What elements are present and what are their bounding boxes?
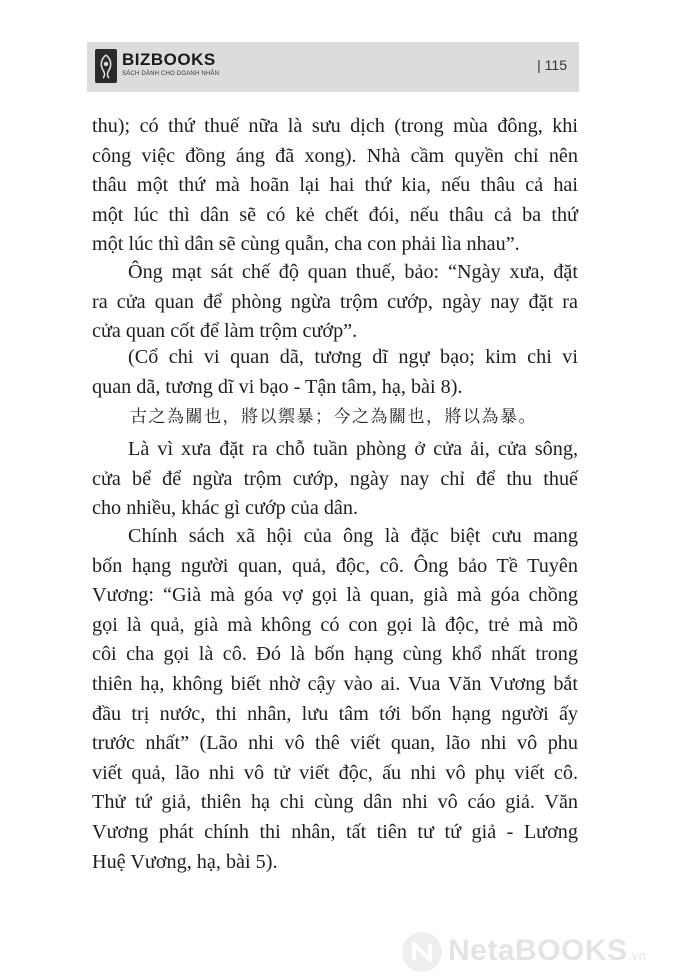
watermark-domain: .vn [627, 948, 647, 963]
paragraph-5 [92, 435, 578, 524]
text-line: Chính sách xã hội của ông là đặc biệt cưu mang [128, 525, 578, 547]
text-line: quan dã, tương dĩ vi bạo - Tận tâm, hạ, bài 8). [92, 375, 463, 398]
text-line: một lúc thì dân sẽ có kẻ chết đói, nếu thâu cả ba thứ [92, 203, 578, 226]
text-line: trước nhất” (Lão nhi vô thê viết quan, lão nhi vô phu [92, 732, 578, 755]
text-line: bốn hạng người quan, quả, độc, cô. Ông bảo Tề Tuyên [92, 554, 578, 577]
netabooks-logo-icon [402, 932, 442, 972]
text-line: Huệ Vương, hạ, bài 5). [92, 850, 278, 873]
bizbooks-logo [95, 49, 245, 83]
watermark-text [448, 934, 646, 968]
logo-tagline: SÁCH DÀNH CHO DOANH NHÂN [122, 71, 220, 77]
logo-brand: BIZBOOKS [122, 50, 216, 69]
text-line: Thử tứ giả, thiên hạ chi cùng dân nhi vô cáo giả. Văn [92, 791, 578, 814]
text-line: gọi là quả, già mà không có con gọi là độc, trẻ mà mồ [92, 613, 578, 636]
text-line: viết quả, lão nhi vô tử viết độc, ấu nhi vô phụ viết cô. [92, 761, 578, 784]
text-line: một lúc thì dân sẽ cùng quẫn, cha con phải lìa nhau”. [92, 233, 520, 256]
text-line: Vương phát chính thi nhân, tất tiên tư tứ giả - Lương [92, 820, 578, 843]
text-line: đầu trị nước, thi nhân, lưu tâm tới bốn hạng người ấy [92, 702, 578, 725]
paragraph-3 [92, 343, 578, 402]
text-line: ra cửa quan để phòng ngừa trộm cướp, ngày nay đặt ra [92, 290, 578, 313]
text-line: Vương: “Già mà góa vợ gọi là quan, già mà góa chồng [92, 584, 578, 607]
watermark [402, 932, 692, 972]
paragraph-2 [92, 258, 578, 347]
text-line: thiên hạ, không biết nhờ cậy vào ai. Vua Văn Vương bắt [92, 672, 578, 695]
text-line: công việc đồng áng đã xong). Nhà cầm quyền chỉ nên [92, 144, 578, 167]
chinese-quote: 古之為關也，將以禦暴；今之為關也，將以為暴。 [130, 407, 537, 427]
bizbooks-emblem-icon [95, 49, 117, 83]
paragraph-1 [92, 112, 578, 260]
text-line: thâu một thứ mà hoãn lại hai thứ kia, nếu thâu cả hai [92, 174, 578, 197]
text-line: thu); có thứ thuế nữa là sưu dịch (trong mùa đông, khi [92, 115, 578, 137]
text-line: cho nhiều, khác gì cướp của dân. [92, 497, 359, 520]
watermark-brand: NetaBOOKS [448, 934, 628, 967]
text-line: (Cổ chi vi quan dã, tương dĩ ngự bạo; kim chi vi [128, 346, 578, 368]
text-line: Là vì xưa đặt ra chỗ tuần phòng ở cửa ải, cửa sông, [128, 438, 578, 460]
text-line: cửa bể để ngừa trộm cướp, ngày nay chỉ để thu thuế [92, 467, 578, 490]
text-line: côi cha gọi là cô. Đó là bốn hạng cùng khổ nhất trong [92, 643, 578, 666]
page-number: | 115 [537, 57, 567, 73]
text-line: cửa quan cốt để làm trộm cướp”. [92, 320, 358, 343]
paragraph-6 [92, 522, 578, 877]
page-header [87, 42, 579, 92]
text-line: Ông mạt sát chế độ quan thuế, bảo: “Ngày xưa, đặt [128, 261, 578, 283]
